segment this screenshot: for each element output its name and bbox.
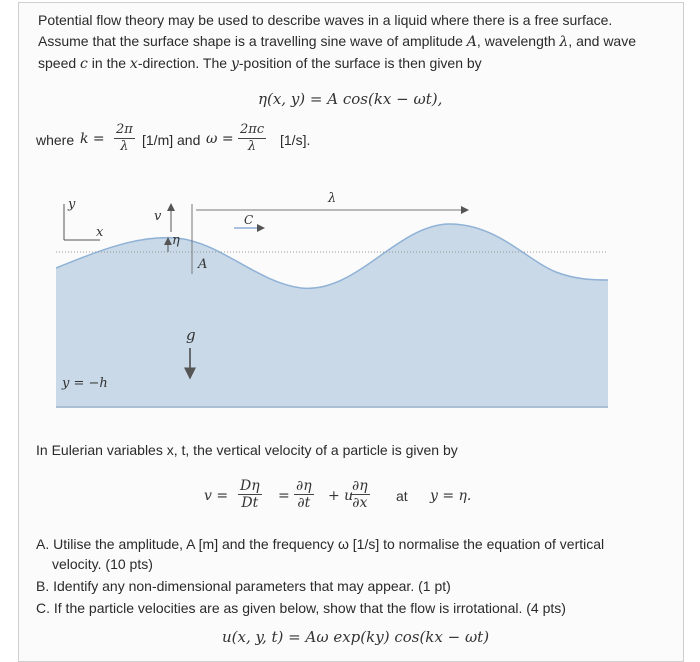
- surface-equation: η(x, y) = A cos(kx − ωt),: [258, 90, 443, 108]
- eta-label: η: [172, 233, 180, 248]
- x-symbol: x: [129, 56, 138, 72]
- omega-units: [1/s].: [280, 132, 311, 148]
- amplitude-symbol: A: [466, 34, 477, 50]
- amplitude-label: A: [198, 257, 208, 272]
- intro-paragraph: [38, 10, 658, 75]
- k-denominator: λ: [120, 139, 129, 154]
- d-numerator: Dη: [240, 478, 260, 494]
- k-units: [1/m] and: [142, 132, 201, 148]
- material-derivative: [238, 478, 262, 511]
- intro-text-3: , and wave speed: [38, 33, 637, 71]
- gravity-label: g: [186, 326, 196, 344]
- y-axis-label: y: [68, 197, 76, 212]
- wavelength-label: λ: [328, 191, 337, 206]
- partial-x: [350, 478, 370, 511]
- intro-text-6: -position of the surface is then given by: [238, 55, 482, 71]
- omega-lhs: ω =: [206, 131, 234, 147]
- y-symbol: y: [230, 56, 239, 72]
- intro-text-1: Potential flow theory may be used to describe waves in a liquid where there is a free surface. Assume that the surface shape is a travelling sine wave of amplitude: [38, 12, 613, 49]
- eulerian-text: In Eulerian variables x, t, the vertical velocity of a particle is given by: [36, 442, 458, 458]
- surface-condition: y = η.: [430, 488, 472, 504]
- px-denominator: ∂x: [352, 495, 368, 511]
- wave-figure: [56, 190, 608, 410]
- speed-symbol: c: [80, 56, 88, 72]
- wave-diagram: [56, 190, 608, 410]
- v-lhs: v =: [204, 488, 229, 504]
- partial-t: [294, 478, 314, 511]
- omega-denominator: λ: [247, 139, 257, 154]
- k-lhs: k =: [80, 131, 105, 147]
- omega-fraction: [238, 122, 266, 155]
- question-c: C. If the particle velocities are as given below, show that the flow is irrotational. (4 pts): [36, 600, 566, 616]
- where-label: where: [36, 132, 75, 148]
- at-label: at: [396, 488, 408, 504]
- wavelength-symbol: λ: [559, 34, 569, 50]
- k-fraction: [114, 122, 135, 155]
- intro-text-2: , wavelength: [476, 33, 560, 49]
- question-a: A. Utilise the amplitude, A [m] and the frequency ω [1/s] to normalise the equation of vertical velocity. (10 pts): [36, 536, 605, 572]
- question-b: B. Identify any non-dimensional parameters that may appear. (1 pt): [36, 578, 451, 594]
- v-label: v: [154, 209, 162, 224]
- intro-text-5: -direction. The: [137, 55, 231, 71]
- horizontal-velocity-equation: u(x, y, t) = Aω exp(ky) cos(kx − ωt): [222, 628, 490, 646]
- vertical-velocity-equation: [204, 476, 504, 520]
- pt-numerator: ∂η: [296, 478, 312, 494]
- equals-sign: =: [278, 488, 290, 504]
- k-numerator: 2π: [116, 122, 133, 137]
- plus-u: + u: [328, 488, 354, 504]
- pt-denominator: ∂t: [297, 495, 311, 511]
- x-axis-label: x: [96, 225, 104, 240]
- intro-text-4: in the: [87, 55, 130, 71]
- bottom-label: y = −h: [62, 376, 108, 391]
- d-denominator: Dt: [241, 495, 259, 511]
- wave-speed-label: C: [244, 213, 254, 227]
- omega-numerator: 2πc: [240, 122, 265, 137]
- question-list: [36, 534, 646, 620]
- px-numerator: ∂η: [352, 478, 368, 494]
- definitions-line: [36, 120, 396, 164]
